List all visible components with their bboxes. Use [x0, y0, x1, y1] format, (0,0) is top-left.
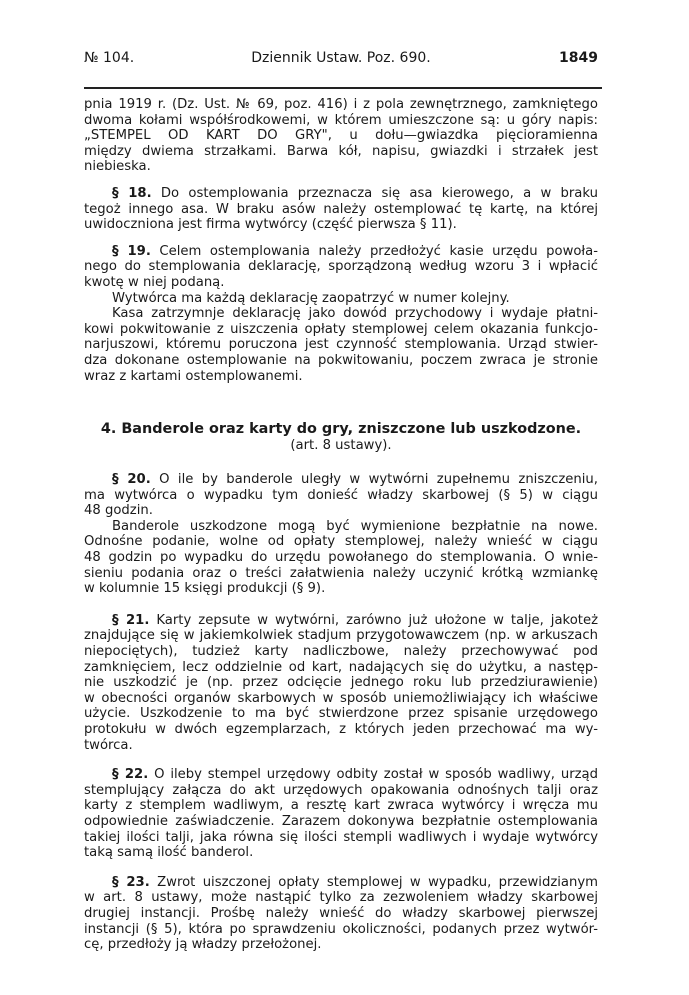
paragraph-19: [84, 244, 598, 384]
section-title: 4. Banderole oraz karty do gry, zniszczone lub uszkodzone.: [100, 421, 582, 438]
text-span: Celem ostemplowania należy przedłożyć kasie urzędu powoła-: [159, 243, 599, 259]
text-line: nie uszkodzić je (np. przez odcięcie jednego roku lub przedziurawienie): [84, 675, 598, 691]
paragraph-23: [84, 875, 598, 953]
section-label: § 21.: [112, 612, 150, 628]
text-line: nego do stemplowania deklarację, sporządzoną według wzoru 3 i wpłacić: [84, 259, 598, 275]
section-subtitle: (art. 8 ustawy).: [290, 438, 392, 454]
text-line: ma wytwórca o wypadku tym donieść władzy skarbowej (§ 5) w ciągu: [84, 487, 598, 503]
text-line: [84, 244, 598, 260]
text-line: instancji (§ 5), która po sprawdzeniu okoliczności, podanych przez wytwór-: [84, 921, 598, 937]
text-line: dwoma kołami współśrodkowemi, w którem umieszczone są: u góry napis:: [84, 112, 598, 128]
text-line: kowi pokwitowanie z uiszczenia opłaty stemplowej celem okazania funkcjo-: [84, 321, 598, 337]
text-span: O ileby stempel urzędowy odbity został w sposób wadliwy, urząd: [154, 767, 598, 783]
text-line: Banderole uszkodzone mogą być wymienione bezpłatnie na nowe.: [112, 518, 598, 534]
text-line: wraz z kartami ostemplowanemi.: [84, 368, 303, 384]
section-label: § 20.: [112, 472, 151, 488]
journal-title: Dziennik Ustaw. Poz. 690.: [251, 50, 431, 66]
text-line: drugiej instancji. Prośbę należy wnieść do władzy skarbowej pierwszej: [84, 905, 598, 921]
text-line: niepociętych), tudzież karty nadliczbowe, należy przechowywać pod: [84, 644, 598, 660]
text-line: [84, 875, 598, 891]
paragraph-22: [84, 767, 598, 861]
text-line: użycie. Uszkodzenie to ma być stwierdzone przez spisanie urzędowego: [84, 706, 598, 722]
intro-paragraph: [84, 97, 598, 175]
section-label: § 18.: [112, 185, 152, 201]
text-line: stemplujący załącza do akt urzędowych opakowania odnośnych talji oraz: [84, 782, 598, 798]
text-line: uwidoczniona jest firma wytwórcy (część pierwsza § 11).: [84, 217, 457, 233]
page-header: [84, 50, 598, 72]
text-span: Do ostemplowania przeznacza się asa kierowego, a w braku: [160, 185, 598, 201]
text-line: 48 godzin.: [84, 503, 153, 519]
text-line: „STEMPEL OD KART DO GRY", u dołu—gwiazdka pięcioramienna: [84, 128, 598, 144]
text-line: między dwiema strzałkami. Barwa kół, napisu, gwiazdki i strzałek jest: [84, 143, 598, 159]
text-line: pnia 1919 r. (Dz. Ust. № 69, poz. 416) i z pola zewnętrznego, zamkniętego: [84, 97, 598, 112]
text-line: w kolumnie 15 księgi produkcji (§ 9).: [84, 581, 326, 597]
text-line: [84, 186, 598, 202]
text-line: Odnośne podanie, wolne od opłaty stemplowej, należy wnieść w ciągu: [84, 534, 598, 550]
section-label: § 22.: [112, 767, 149, 783]
text-line: [84, 472, 598, 488]
text-line: w obecności organów skarbowych w sposób uniemożliwiający ich właściwe: [84, 690, 598, 706]
text-line: znajdujące się w jakiemkolwiek stadjum przygotowawczem (np. w arkuszach: [84, 628, 598, 644]
text-line: karty z stemplem wadliwym, a resztę kart zwraca wytwórcy i wręcza mu: [84, 798, 598, 814]
text-line: w art. 8 ustawy, może nastąpić tylko za zezwoleniem władzy skarbowej: [84, 890, 598, 906]
text-line: kwotę w niej podaną.: [84, 274, 225, 290]
text-span: Zwrot uiszczonej opłaty stemplowej w wypadku, przewidzianym: [157, 874, 598, 890]
header-rule: [84, 87, 602, 89]
paragraph-21: [84, 613, 598, 753]
text-span: Karty zepsute w wytwórni, zarówno już ułożone w talje, jakoteż: [156, 612, 598, 628]
text-line: zamknięciem, lecz oddzielnie od kart, nadających się do użytku, a następ-: [84, 659, 598, 675]
text-line: dza dokonane ostemplowanie na pokwitowaniu, poczem zwraca je stronie: [84, 352, 598, 368]
text-line: twórca.: [84, 737, 133, 753]
document-body: [84, 97, 598, 953]
text-line: odpowiednie zaświadczenie. Zarazem dokonywa bezpłatnie ostemplowania: [84, 813, 598, 829]
section-label: § 23.: [112, 874, 150, 890]
text-span: O ile by banderole uległy w wytwórni zupełnemu zniszczeniu,: [159, 472, 598, 488]
page-number: 1849: [559, 50, 598, 66]
text-line: [84, 767, 598, 783]
text-line: Kasa zatrzymnje deklarację jako dowód przychodowy i wydaje płatni-: [112, 306, 598, 322]
section-label: § 19.: [112, 243, 151, 259]
text-line: 48 godzin po wypadku do urzędu powołanego do stemplowania. O wnie-: [84, 550, 598, 566]
text-line: takiej ilości talji, jaka równa się ilości stempli wadliwych i wydaje wytwórcy: [84, 829, 598, 845]
section-4-heading: [84, 420, 598, 454]
text-line: niebieska.: [84, 159, 151, 175]
paragraph-20: [84, 472, 598, 597]
text-line: Wytwórca ma każdą deklarację zaopatrzyć w numer kolejny.: [112, 290, 510, 306]
text-line: cę, przedłoży ją władzy przełożonej.: [84, 937, 322, 953]
text-line: tegoż innego asa. W braku asów należy ostemplować tę kartę, na której: [84, 201, 598, 217]
text-line: narjuszowi, któremu poruczona jest czynność stemplowania. Urząd stwier-: [84, 337, 598, 353]
text-line: [84, 613, 598, 629]
paragraph-18: [84, 186, 598, 233]
text-line: sieniu podania oraz o treści załatwienia należy uczynić krótką wzmiankę: [84, 565, 598, 581]
issue-number: № 104.: [84, 50, 135, 66]
text-line: protokułu w dwóch egzemplarzach, z których jeden przechować ma wy-: [84, 722, 598, 737]
text-line: taką samą ilość banderol.: [84, 845, 254, 861]
